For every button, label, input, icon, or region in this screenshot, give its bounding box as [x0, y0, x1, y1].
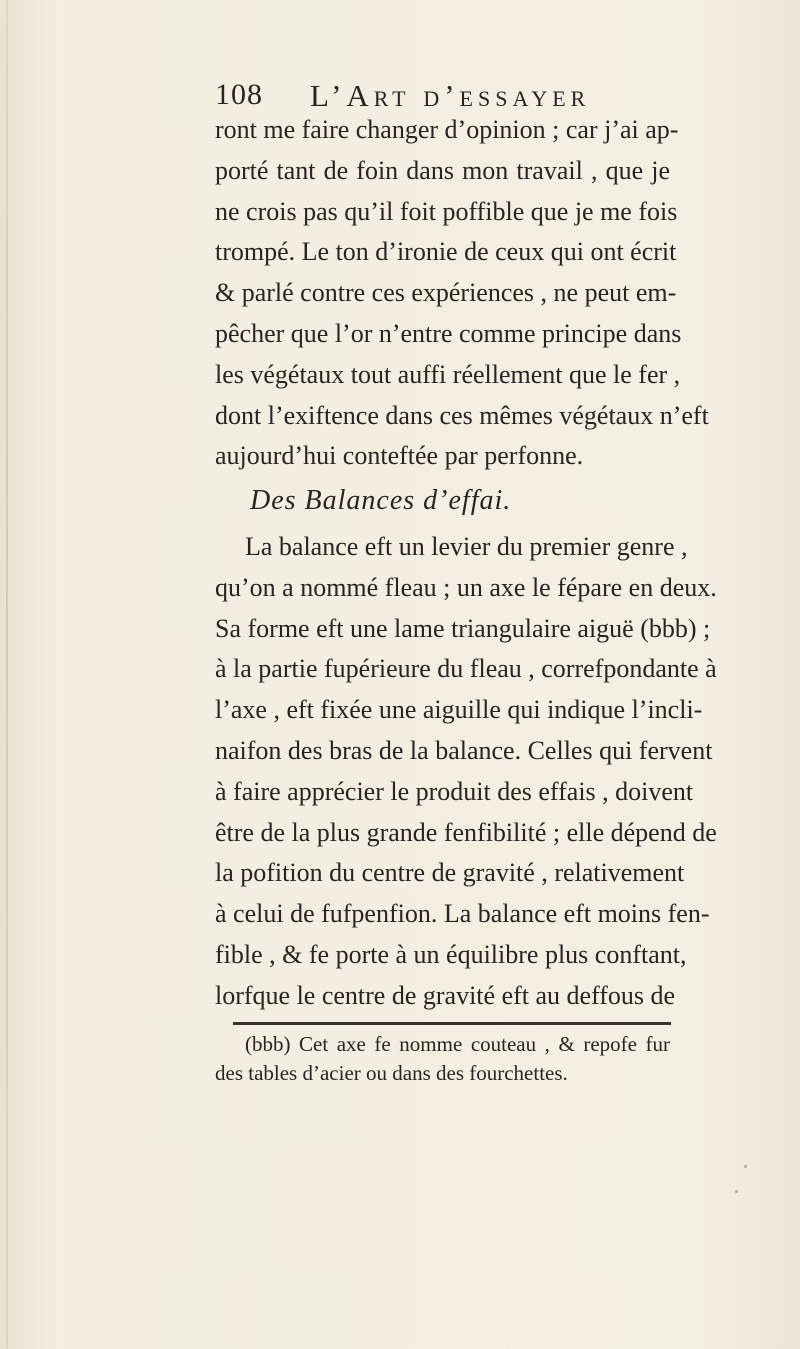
text-line: fible , & fe porte à un équilibre plus conftant, — [215, 939, 687, 969]
text-line: lorfque le centre de gravité eft au deffous de — [215, 980, 676, 1010]
text-line: pêcher que l’or n’entre comme principe dans — [215, 318, 682, 348]
footnote — [215, 1030, 670, 1088]
paper-speck — [744, 1165, 747, 1168]
footnote-line: (bbb) Cet axe fe nomme couteau , & repofe fur — [245, 1032, 670, 1056]
running-title: L’Art d’essayer — [310, 78, 591, 113]
text-line: à la partie fupérieure du fleau , correfpondante à — [215, 654, 717, 684]
text-line: à celui de fufpenfion. La balance eft moins fen- — [215, 899, 710, 929]
text-line: ne crois pas qu’il foit poffible que je me fois — [215, 196, 678, 226]
paper-speck — [735, 1190, 738, 1193]
text-line: l’axe , eft fixée une aiguille qui indique l’incli- — [215, 695, 703, 725]
footnote-rule — [233, 1022, 671, 1025]
text-line: trompé. Le ton d’ironie de ceux qui ont écrit — [215, 237, 677, 267]
page-gutter — [6, 0, 8, 1349]
text-line: porté tant de foin dans mon travail , que je — [215, 155, 670, 185]
footnote-line: des tables d’acier ou dans des fourchettes. — [215, 1061, 568, 1085]
text-line: les végétaux tout auffi réellement que le fer , — [215, 359, 681, 389]
text-line: à faire apprécier le produit des effais , doivent — [215, 776, 694, 806]
text-line: dont l’exiftence dans ces mêmes végétaux n’eft — [215, 400, 709, 430]
text-line: la pofition du centre de gravité , relativement — [215, 858, 685, 888]
paragraph-balances — [215, 527, 717, 1017]
text-line: La balance eft un levier du premier genre , — [245, 532, 688, 561]
text-line: aujourd’hui conteftée par perfonne. — [215, 441, 584, 471]
text-line: Sa forme eft une lame triangulaire aiguë (bbb) ; — [215, 613, 711, 643]
text-line: ront me faire changer d’opinion ; car j’ai ap- — [215, 115, 679, 144]
section-heading: Des Balances d’effai. — [250, 485, 512, 516]
text-line: être de la plus grande fenfibilité ; elle dépend de — [215, 817, 717, 847]
text-line: naifon des bras de la balance. Celles qui fervent — [215, 735, 713, 765]
text-line: qu’on a nommé fleau ; un axe le fépare en deux. — [215, 572, 717, 602]
paragraph-continued — [215, 110, 709, 477]
text-line: & parlé contre ces expériences , ne peut em- — [215, 278, 677, 308]
page-number: 108 — [215, 78, 263, 111]
